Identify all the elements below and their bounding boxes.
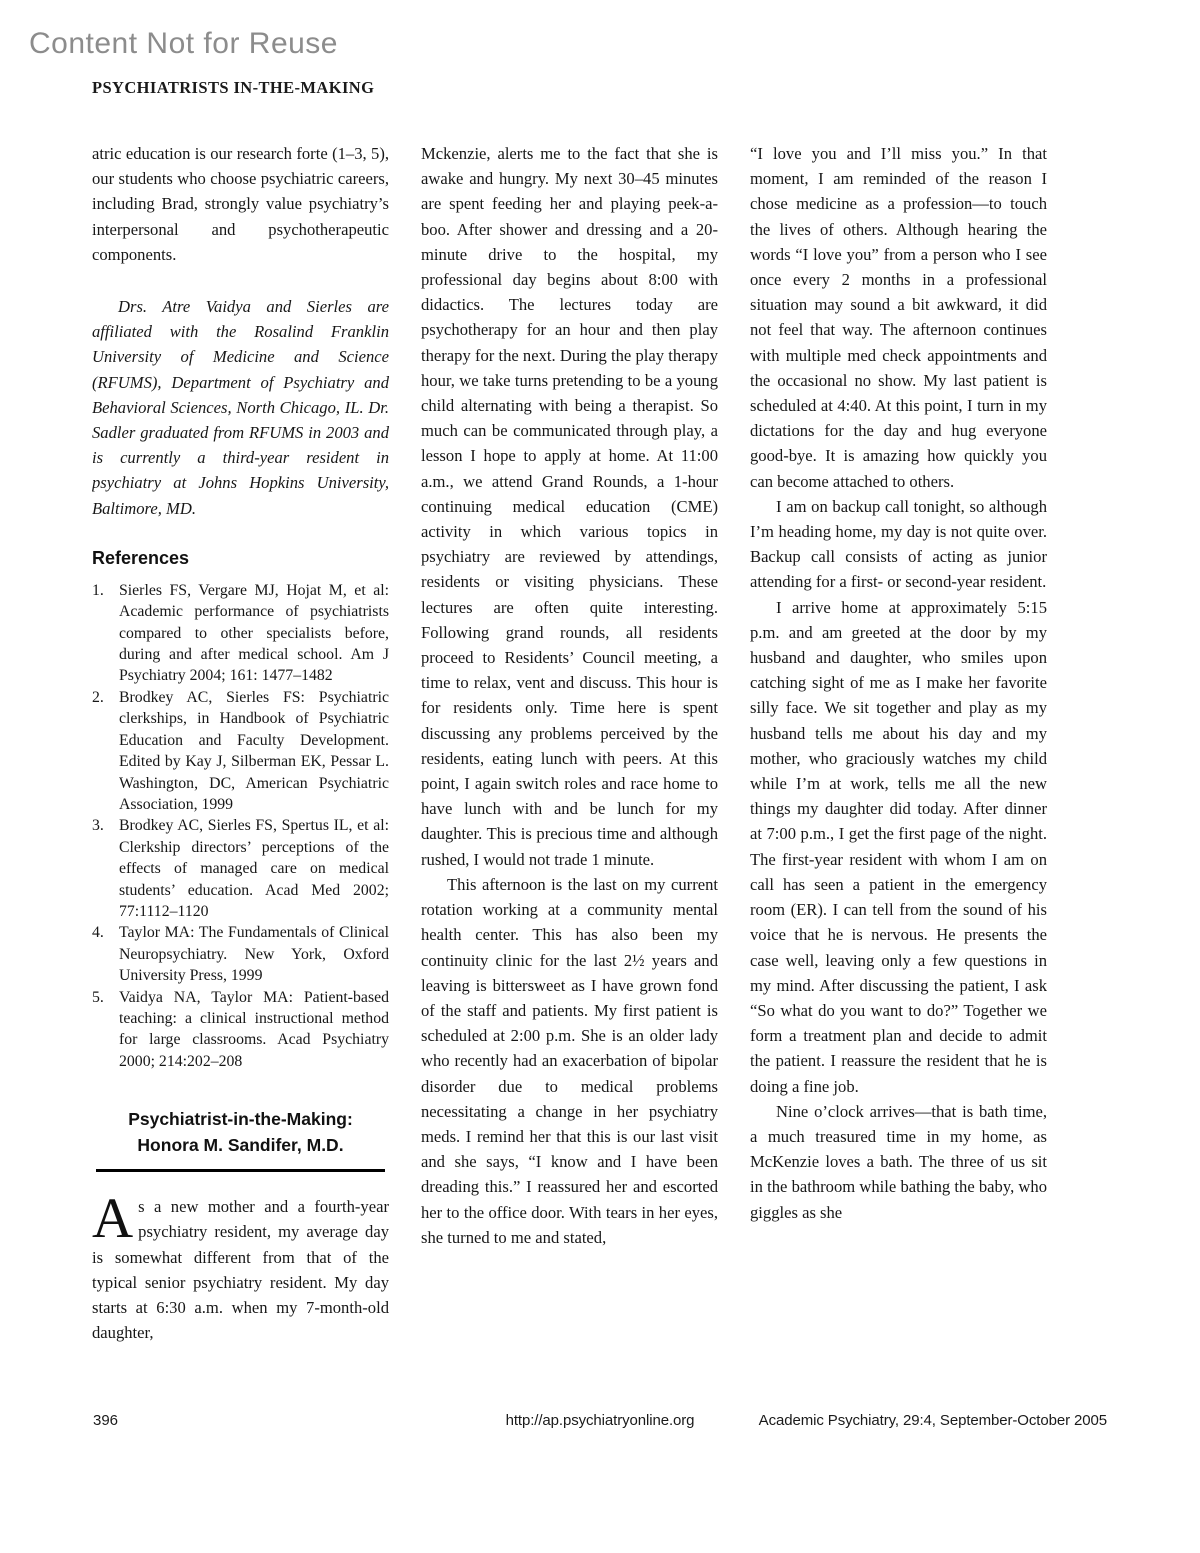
reference-text: Brodkey AC, Sierles FS: Psychiatric clerkships, in Handbook of Psychiatric Education and Faculty Development. Edited by Kay J, Silberman EK, Pessar L. Washington, DC, American Psychiatric Association, 1999 bbox=[119, 688, 389, 813]
body-paragraph: Nine o’clock arrives—that is bath time, a much treasured time in my home, as McKenzie loves a bath. The three of us sit in the bathroom while bathing the baby, who giggles as she bbox=[750, 1101, 1047, 1222]
watermark-text: Content Not for Reuse bbox=[29, 27, 338, 60]
references-list bbox=[92, 580, 389, 1072]
body-paragraph: I am on backup call tonight, so although I’m heading home, my day is not quite over. Backup call consists of acting as junior attending for a first- or second-year resident. bbox=[750, 496, 1047, 592]
reference-number: 3. bbox=[92, 817, 104, 835]
opening-paragraph-text: s a new mother and a fourth-year psychiatry resident, my average day is somewhat different from that of the typical senior psychiatry resident. My day starts at 6:30 a.m. when my 7-month-old daughter, bbox=[92, 1197, 389, 1343]
reference-number: 5. bbox=[92, 988, 104, 1006]
reference-item bbox=[92, 815, 389, 922]
body-paragraph: Mckenzie, alerts me to the fact that she is awake and hungry. My next 30–45 minutes are spent feeding her and playing peek-a-boo. After shower and dressing and a 20-minute drive to the hospital, my professional day begins about 8:00 with didactics. The lectures today are psychotherapy for an hour and then play therapy for the next. During the play therapy hour, we take turns pretending to be a young child alternating with being a therapist. So much can be communicated through play, a lesson I hope to apply at home. At 11:00 a.m., we attend Grand Rounds, a 1-hour continuing medical education (CME) activity in which various topics in psychiatry are reviewed by attendings, residents or visiting physicians. These lectures are often quite interesting. Following grand rounds, all residents proceed to Residents’ Council meeting, a time to relax, vent and discuss. This hour is for residents only. Time here is spent discussing any problems perceived by the residents, eating lunch with peers. At this point, I again switch roles and race home to have lunch with and be lunch for my daughter. This is precious time and although rushed, I would not trade 1 minute. bbox=[421, 144, 718, 869]
references-heading: References bbox=[92, 547, 190, 568]
column-right bbox=[750, 141, 1047, 1403]
reference-text: Taylor MA: The Fundamentals of Clinical Neuropsychiatry. New York, Oxford University Press, 1999 bbox=[119, 924, 389, 985]
footer-journal-citation: Academic Psychiatry, 29:4, September-October 2005 bbox=[758, 1412, 1107, 1429]
article-title-line1: Psychiatrist-in-the-Making: bbox=[128, 1109, 353, 1130]
reference-text: Sierles FS, Vergare MJ, Hojat M, et al: Academic performance of psychiatrists compared to other specialists before, during and after medical school. Am J Psychiatry 2004; 161: 1477–1482 bbox=[119, 581, 389, 685]
affiliation-note: Drs. Atre Vaidya and Sierles are affiliated with the Rosalind Franklin University of Medicine and Science (RFUMS), Department of Psychiatry and Behavioral Sciences, North Chicago, IL. Dr. Sadler graduated from RFUMS in 2003 and is currently a third-year resident in psychiatry at Johns Hopkins University, Baltimore, MD. bbox=[92, 297, 389, 518]
reference-item bbox=[92, 580, 389, 687]
page-number: 396 bbox=[93, 1412, 119, 1429]
column-left bbox=[92, 141, 389, 1403]
body-paragraph: This afternoon is the last on my current rotation working at a community mental health center. This has also been my continuity clinic for the last 2½ years and leaving is bittersweet as I have grown fond of the staff and patients. My first patient is scheduled at 2:00 p.m. She is an older lady who recently had an exacerbation of bipolar disorder due to medical problems necessitating a change in her psychiatry meds. I remind her that this is our last visit and she says, “I know and I have been dreading this.” I reassured her and escorted her to the office door. With tears in her eyes, she turned to me and stated, bbox=[421, 874, 718, 1247]
footer-url: http://ap.psychiatryonline.org bbox=[505, 1412, 695, 1429]
reference-number: 4. bbox=[92, 924, 104, 942]
body-paragraph: “I love you and I’ll miss you.” In that moment, I am reminded of the reason I chose medicine as a profession—to touch the lives of others. Although hearing the words “I love you” from a person who I see once every 2 months in a professional situation may sound a bit awkward, it did not feel that way. The afternoon continues with multiple med check appointments and the occasional no show. My last patient is scheduled at 4:40. At this point, I turn in my dictations for the day and hug everyone good-bye. It is amazing how quickly you can become attached to others. bbox=[750, 144, 1047, 491]
reference-number: 2. bbox=[92, 688, 104, 706]
running-head: PSYCHIATRISTS IN-THE-MAKING bbox=[92, 78, 375, 97]
reference-number: 1. bbox=[92, 581, 104, 599]
column-middle bbox=[421, 141, 718, 1403]
article-title-line2: Honora M. Sandifer, M.D. bbox=[137, 1135, 344, 1156]
reference-text: Vaidya NA, Taylor MA: Patient-based teaching: a clinical instructional method for large classrooms. Acad Psychiatry 2000; 214:202–208 bbox=[119, 988, 389, 1070]
body-paragraph: I arrive home at approximately 5:15 p.m. and am greeted at the door by my husband and daughter, who smiles upon catching sight of me as I make her favorite silly face. We sit together and play as my husband tells me about his day and my mother, who graciously watches my child while I’m at work, tells me all the new things my daughter did today. After dinner at 7:00 p.m., I get the first page of the night. The first-year resident with whom I am on call has seen a patient in the emergency room (ER). I can tell from the sound of his voice that he is nervous. He presents the case well, leaving only a few questions in my mind. After discussing the patient, I ask “So what do you want to do?” Together we form a treatment plan and decide to admit the patient. I reassure the resident that he is doing a fine job. bbox=[750, 597, 1047, 1096]
page-footer bbox=[0, 1412, 1200, 1434]
opening-paragraph bbox=[92, 1187, 389, 1345]
reference-item bbox=[92, 987, 389, 1073]
intro-paragraph: atric education is our research forte (1–3, 5), our students who choose psychiatric careers, including Brad, strongly value psychiatry’s interpersonal and psychotherapeutic components. bbox=[92, 144, 389, 264]
reference-text: Brodkey AC, Sierles FS, Spertus IL, et al: Clerkship directors’ perceptions of the effects of managed care on medical students’ education. Acad Med 2002; 77:1112–1120 bbox=[119, 817, 389, 920]
article-title bbox=[96, 1106, 385, 1172]
drop-cap-letter: A bbox=[92, 1187, 134, 1251]
article-columns bbox=[92, 141, 1047, 1403]
reference-item bbox=[92, 922, 389, 986]
reference-item bbox=[92, 687, 389, 815]
